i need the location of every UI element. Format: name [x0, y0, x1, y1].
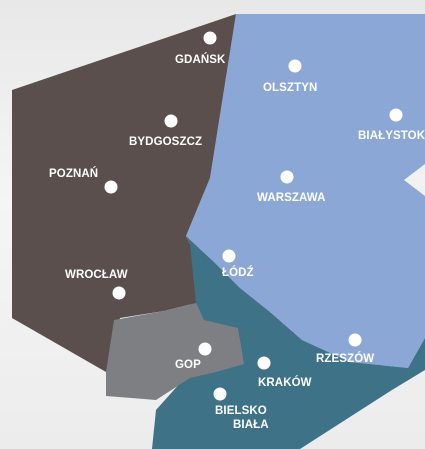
olsztyn-label: OLSZTYN	[263, 82, 318, 94]
bielsko-biala-dot-icon	[214, 388, 227, 401]
lodz-label: ŁÓDŹ	[222, 267, 254, 279]
lodz-dot-icon	[223, 250, 236, 263]
poznan-dot-icon	[105, 181, 118, 194]
olsztyn-dot-icon	[289, 60, 302, 73]
warszawa-label: WARSZAWA	[257, 192, 326, 204]
rzeszow-label: RZESZÓW	[316, 353, 375, 365]
bydgoszcz-label: BYDGOSZCZ	[129, 136, 203, 148]
wroclaw-label: WROCŁAW	[65, 269, 128, 281]
gdansk-label: GDAŃSK	[175, 54, 226, 66]
rzeszow-dot-icon	[349, 334, 362, 347]
bialystok-dot-icon	[390, 109, 403, 122]
krakow-label: KRAKÓW	[258, 377, 312, 389]
wroclaw-dot-icon	[113, 287, 126, 300]
gop-dot-icon	[199, 343, 212, 356]
gop-label: GOP	[175, 359, 201, 371]
krakow-dot-icon	[258, 357, 271, 370]
poznan-label: POZNAŃ	[49, 168, 99, 180]
bielsko-biala-label-line1: BIELSKO	[215, 405, 267, 417]
bielsko-biala-label-line2: BIAŁA	[233, 419, 269, 431]
bialystok-label: BIAŁYSTOK	[358, 130, 425, 142]
warszawa-dot-icon	[281, 171, 294, 184]
bydgoszcz-dot-icon	[165, 115, 178, 128]
gdansk-dot-icon	[204, 32, 217, 45]
